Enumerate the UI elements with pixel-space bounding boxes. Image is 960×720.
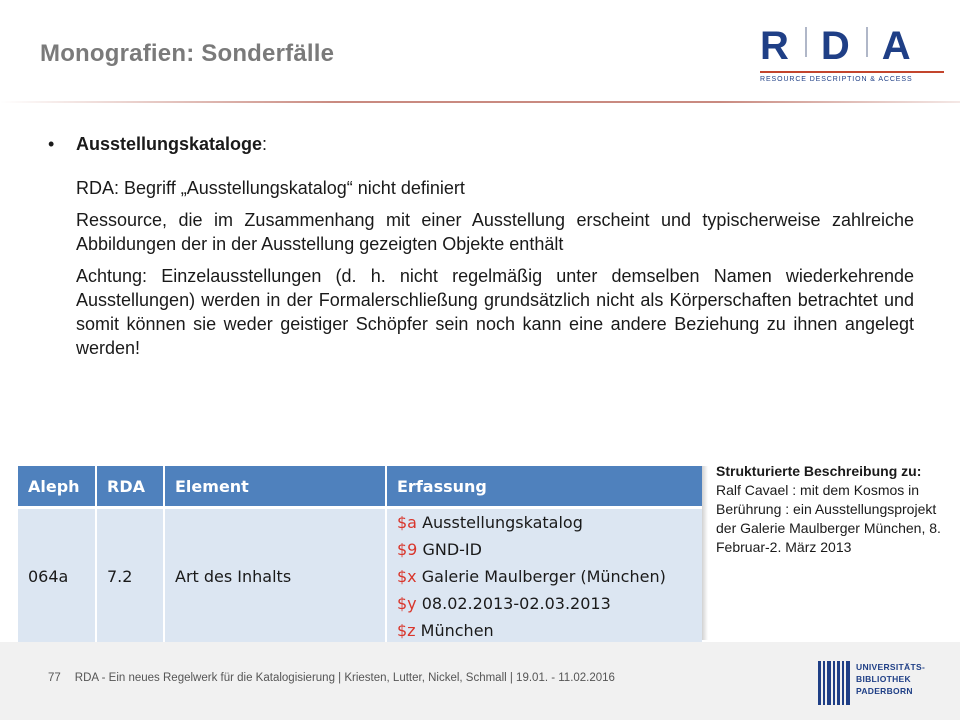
- subfield-code: $9: [397, 540, 418, 559]
- rda-letter-a: A: [881, 24, 913, 68]
- side-note-text: Ralf Cavael : mit dem Kosmos in Berührung : ein Ausstellungsprojekt der Galerie Maulberger München, 8. Februar-2. März 2013: [716, 482, 941, 555]
- rda-logo-tagline: RESOURCE DESCRIPTION & ACCESS: [760, 76, 913, 83]
- description-paragraph: Ressource, die im Zusammenhang mit einer Ausstellung erscheint und typischerweise zahlreiche Abbildungen der in der Ausstellung gezeigten Objekte enthält: [76, 210, 914, 254]
- bullet-colon: :: [262, 134, 268, 154]
- subfield-code: $z: [397, 621, 416, 640]
- cell-aleph: 064a: [18, 508, 96, 645]
- side-note-heading: Strukturierte Beschreibung zu:: [716, 463, 922, 479]
- rda-letter-r: R: [760, 24, 791, 68]
- subfield-line: [397, 590, 692, 617]
- ub-logo-text: [856, 661, 925, 697]
- cell-rda: 7.2: [96, 508, 164, 645]
- rda-separator: [866, 27, 868, 57]
- subfield-code: $a: [397, 513, 417, 532]
- subfield-value: Galerie Maulberger (München): [421, 567, 666, 586]
- subfield-value: Ausstellungskatalog: [422, 513, 583, 532]
- bullet-term: Ausstellungskataloge: [76, 134, 263, 154]
- subfield-line: [397, 509, 692, 536]
- warning-paragraph: Achtung: Einzelausstellungen (d. h. nicht regelmäßig unter demselben Namen wiederkehrende Ausstellungen) werden in der Formalerschließung grundsätzlich nicht als Körperschaften betrachtet und somit können sie weder geistiger Schöpfer sein noch kann eine andere Beziehung zu ihnen angelegt werden!: [76, 266, 914, 358]
- footer-caption: RDA - Ein neues Regelwerk für die Katalogisierung | Kriesten, Lutter, Nickel, Schmall | 19.01. - 11.02.2016: [74, 672, 615, 684]
- subfield-line: [397, 563, 692, 590]
- definition-paragraph: RDA: Begriff „Ausstellungskatalog“ nicht definiert: [76, 178, 465, 198]
- rda-logo: [760, 26, 944, 82]
- slide-content: [48, 132, 914, 360]
- subfield-code: $x: [397, 567, 417, 586]
- rda-logo-letters: [760, 26, 913, 66]
- cataloging-table: [18, 466, 702, 644]
- table-shadow: [702, 466, 708, 640]
- rda-logo-rule: [760, 71, 944, 73]
- header-erfassung: Erfassung: [386, 466, 702, 508]
- ub-paderborn-logo: [818, 661, 938, 707]
- ub-logo-bars-icon: [818, 661, 850, 705]
- cell-element: Art des Inhalts: [164, 508, 386, 645]
- ub-logo-line: BIBLIOTHEK: [856, 674, 911, 684]
- header-element: Element: [164, 466, 386, 508]
- cell-erfassung: [386, 508, 702, 645]
- subfield-value: München: [420, 621, 494, 640]
- header-aleph: Aleph: [18, 466, 96, 508]
- slide-title: Monografien: Sonderfälle: [40, 40, 335, 67]
- subfield-line: [397, 536, 692, 563]
- subfield-value: 08.02.2013-02.03.2013: [421, 594, 611, 613]
- title-divider: [0, 101, 960, 103]
- table-row: [18, 508, 702, 645]
- ub-logo-line: PADERBORN: [856, 686, 913, 696]
- rda-separator: [805, 27, 807, 57]
- bullet-icon: •: [48, 134, 55, 154]
- ub-logo-line: UNIVERSITÄTS-: [856, 662, 926, 672]
- page-number: 77: [48, 672, 61, 684]
- side-note: [716, 462, 948, 557]
- subfield-code: $y: [397, 594, 417, 613]
- footer-text: [48, 672, 615, 684]
- header-rda: RDA: [96, 466, 164, 508]
- bullet-item: [48, 132, 914, 156]
- subfield-value: GND-ID: [422, 540, 482, 559]
- subfield-line: [397, 617, 692, 644]
- rda-letter-d: D: [820, 24, 852, 68]
- table-header-row: [18, 466, 702, 508]
